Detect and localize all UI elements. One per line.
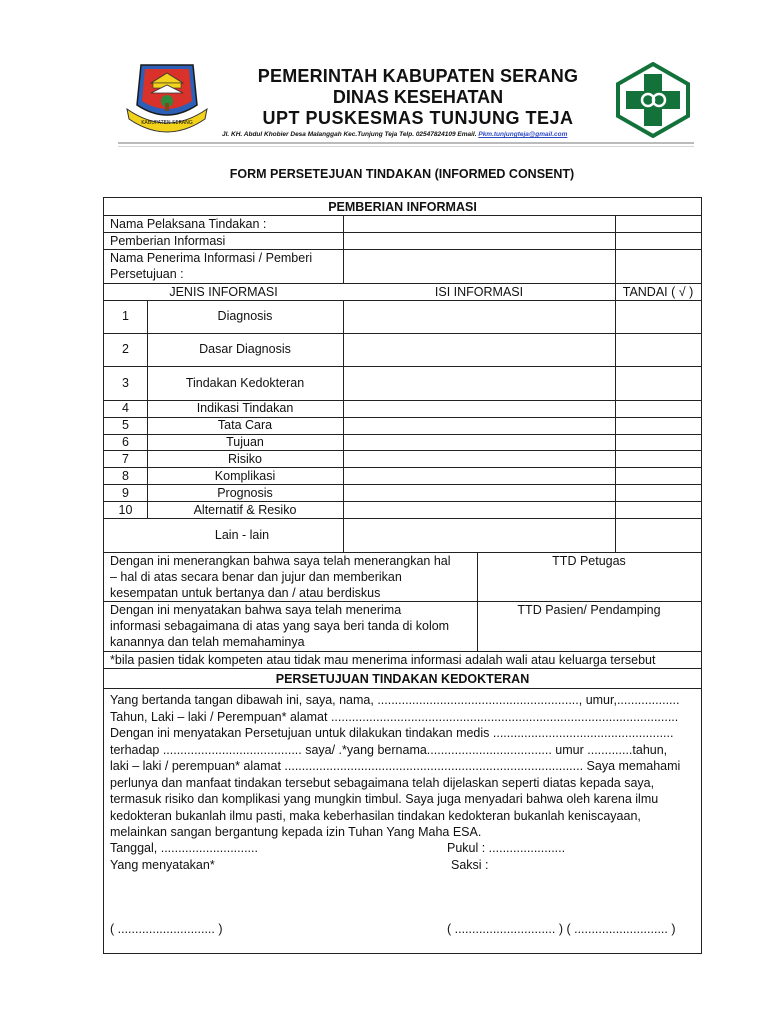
consent-line: termasuk risiko dan komplikasi yang mungkin timbul. Saya juga menyadari bahwa oleh karena ilmu <box>110 792 659 806</box>
row-number: 8 <box>122 469 129 483</box>
kabupaten-serang-emblem-icon <box>121 61 213 135</box>
agency-line-3: UPT PUSKESMAS TUNJUNG TEJA <box>262 108 574 128</box>
ttd-petugas-label: TTD Petugas <box>552 554 626 568</box>
statement-pasien-line: informasi sebagaimana di atas yang saya beri tanda di kolom <box>110 619 450 633</box>
consent-line: melainkan sangan bergantung kepada izin Tuhan Yang Maha ESA. <box>110 825 482 839</box>
field-label-pelaksana: Nama Pelaksana Tindakan : <box>110 217 267 231</box>
row-label: Komplikasi <box>214 469 276 483</box>
consent-line: perlunya dan manfaat tindakan tersebut sebagaimana telah dijelaskan seperti diatas kepada saya, <box>110 776 655 790</box>
row-label: Lain - lain <box>214 528 270 542</box>
row-number: 4 <box>122 401 129 415</box>
saksi-label: Saksi : <box>451 858 489 872</box>
field-label-persetujuan: Persetujuan : <box>110 267 184 281</box>
consent-line: terhadap ........................................ saya/ .*yang bernama.................................... umur .............tahun, <box>110 743 668 757</box>
row-number: 3 <box>122 376 129 390</box>
consent-line: kedokteran bukanlah ilmu pasti, maka keberhasilan tindakan kedokteran bukanlah keniscayaan, <box>110 809 641 823</box>
info-section-title: PEMBERIAN INFORMASI <box>328 200 477 214</box>
row-label: Diagnosis <box>217 309 273 323</box>
row-label: Prognosis <box>217 486 273 500</box>
row-label: Dasar Diagnosis <box>199 342 291 356</box>
email-link[interactable]: Pkm.tunjungteja@gmail.com <box>478 131 568 138</box>
row-number: 2 <box>122 342 129 356</box>
statement-petugas-line: kesempatan untuk bertanya dan / atau berdiskus <box>110 586 381 600</box>
wali-note: *bila pasien tidak kompeten atau tidak mau menerima informasi adalah wali atau keluarga tersebut <box>110 653 656 667</box>
consent-line: laki – laki / perempuan* alamat ...................................................................................... Saya memahami <box>110 759 681 773</box>
signature-line-saksi: ( ............................. ) ( ........................... ) <box>447 922 676 936</box>
statement-pasien-line: kanannya dan telah memahaminya <box>110 635 305 649</box>
statement-petugas-line: – hal di atas secara benar dan jujur dan memberikan <box>110 570 402 584</box>
tanggal-field: Tanggal, ............................ <box>110 841 258 855</box>
row-label: Risiko <box>227 452 263 466</box>
statement-pasien-line: Dengan ini menyatakan bahwa saya telah menerima <box>110 603 402 617</box>
row-number: 7 <box>122 452 129 466</box>
row-label: Indikasi Tindakan <box>196 401 294 415</box>
puskesmas-logo-icon <box>614 62 692 138</box>
row-label: Tata Cara <box>217 418 273 432</box>
row-number: 6 <box>122 435 129 449</box>
column-header-jenis: JENIS INFORMASI <box>169 285 278 299</box>
row-label: Alternatif & Resiko <box>193 503 297 517</box>
address-line: Jl. KH. Abdul Khobier Desa Malanggah Kec.Tunjung Teja Telp. 02547824109 Email. Pkm.tunjungteja@gmail.com <box>222 131 568 138</box>
column-header-isi: ISI INFORMASI <box>434 285 524 299</box>
pukul-field: Pukul : ...................... <box>447 841 566 855</box>
header-divider-thin <box>118 146 694 147</box>
consent-line: Dengan ini menyatakan Persetujuan untuk dilakukan tindakan medis .................................................... <box>110 726 674 740</box>
row-number: 1 <box>122 309 129 323</box>
statement-petugas-line: Dengan ini menerangkan bahwa saya telah menerangkan hal <box>110 554 451 568</box>
yang-menyatakan-label: Yang menyatakan* <box>110 858 215 872</box>
consent-line: Yang bertanda tangan dibawah ini, saya, nama, .........................................................., umur,.................. <box>110 693 680 707</box>
row-label: Tindakan Kedokteran <box>185 376 305 390</box>
letterhead <box>118 58 696 148</box>
row-number: 10 <box>118 503 133 517</box>
agency-line-2: DINAS KESEHATAN <box>332 87 504 107</box>
consent-line: Tahun, Laki – laki / Perempuan* alamat .................................................................................................... <box>110 710 679 724</box>
row-label: Tujuan <box>226 435 264 449</box>
field-label-pemberian: Pemberian Informasi <box>110 234 226 248</box>
row-number: 5 <box>122 418 129 432</box>
ttd-pasien-label: TTD Pasien/ Pendamping <box>517 603 661 617</box>
form-title: FORM PERSETEJUAN TINDAKAN (INFORMED CONSENT) <box>229 167 575 181</box>
consent-section-title: PERSETUJUAN TINDAKAN KEDOKTERAN <box>275 672 530 686</box>
consent-form <box>103 197 702 954</box>
agency-line-1: PEMERINTAH KABUPATEN SERANG <box>257 66 579 86</box>
field-label-penerima: Nama Penerima Informasi / Pemberi <box>110 251 313 265</box>
row-number: 9 <box>122 486 129 500</box>
signature-line-menyatakan: ( ............................ ) <box>110 922 223 936</box>
column-header-tandai: TANDAI ( √ ) <box>622 285 694 299</box>
svg-text:KABUPATEN SERANG: KABUPATEN SERANG <box>141 120 193 126</box>
header-divider <box>118 142 694 144</box>
